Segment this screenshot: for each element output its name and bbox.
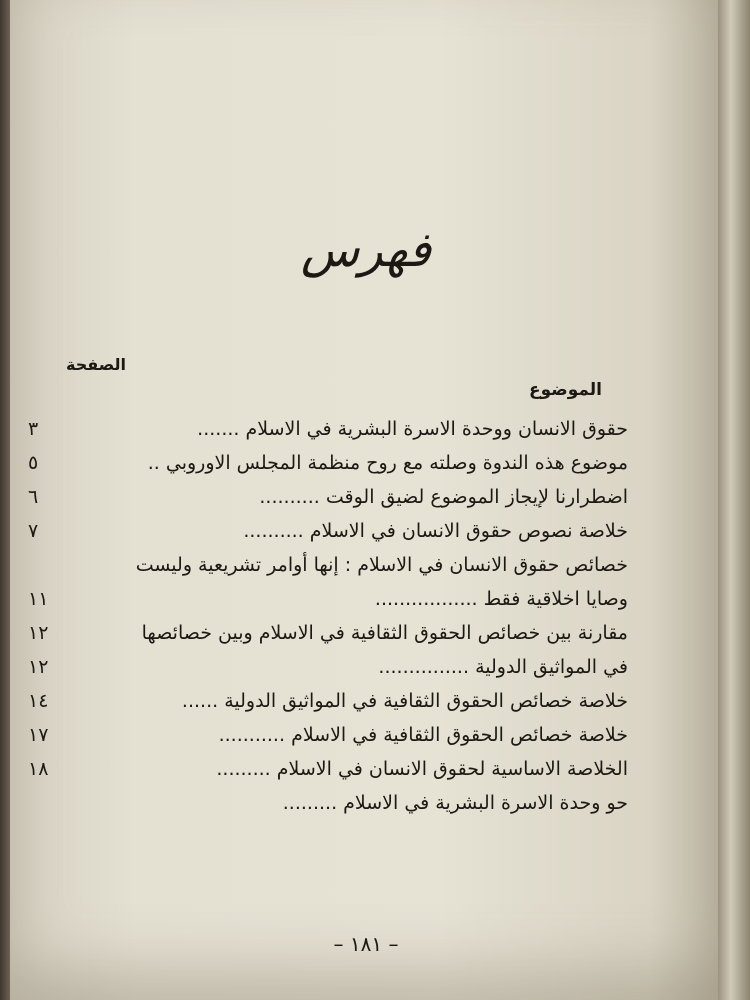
toc-entry-page: ١٢ (28, 656, 49, 678)
toc-entry-text: خلاصة نصوص حقوق الانسان في الاسلام (309, 520, 628, 542)
toc-entry-page: ٥ (28, 452, 39, 474)
toc-entry-page: ٧ (28, 520, 39, 542)
toc-entry-page: ١٢ (28, 622, 49, 644)
toc-entry: الخلاصة الاساسية لحقوق الانسان في الاسلام ......... ١٨ (70, 752, 628, 786)
toc-entry: اضطرارنا لإيجاز الموضوع لضيق الوقت .......... ٦ (70, 480, 628, 514)
toc-entry (70, 548, 628, 582)
toc-entry-page: ١٨ (28, 758, 49, 780)
toc-entry-text: حو وحدة الاسرة البشرية في الاسلام (343, 792, 628, 814)
toc-entry-text: خصائص حقوق الانسان في الاسلام : إنها أوامر تشريعية وليست (135, 554, 628, 576)
topic-column-header: الموضوع (529, 380, 602, 400)
toc-entry: حقوق الانسان ووحدة الاسرة البشرية في الاسلام ....... ٣ (70, 412, 628, 446)
toc-entry-page: ١٧ (28, 724, 49, 746)
toc-entry-page: ٣ (28, 418, 39, 440)
toc-entry-text: اضطرارنا لإيجاز الموضوع لضيق الوقت (325, 486, 628, 508)
next-page-edge (718, 0, 750, 1000)
toc-entry: في المواثيق الدولية ............... ١٢ (70, 650, 628, 684)
toc-entry (28, 616, 628, 650)
toc-entry-page: ١٤ (28, 690, 49, 712)
toc-entry: وصايا اخلاقية فقط ................. ١١ (70, 582, 628, 616)
toc-entry: موضوع هذه الندوة وصلته مع روح منظمة المجلس الاوروبي .. ٥ (70, 446, 628, 480)
page-title: فهرس (300, 222, 432, 278)
toc-entry-text: حقوق الانسان ووحدة الاسرة البشرية في الاسلام (245, 418, 628, 440)
toc-entry-text: وصايا اخلاقية فقط (483, 588, 628, 610)
page-number: – ١٨١ – (333, 932, 399, 956)
toc-entry-page: ١١ (28, 588, 49, 610)
toc-list (28, 412, 628, 820)
toc-entry-text: خلاصة خصائص الحقوق الثقافية في الاسلام (291, 724, 628, 746)
toc-entry-page: ٦ (28, 486, 39, 508)
toc-entry: خلاصة خصائص الحقوق الثقافية في المواثيق الدولية ...... ١٤ (70, 684, 628, 718)
toc-entry-text: خلاصة خصائص الحقوق الثقافية في المواثيق الدولية (224, 690, 628, 712)
toc-entry-text: في المواثيق الدولية (475, 656, 628, 678)
toc-entry: خلاصة خصائص الحقوق الثقافية في الاسلام ........... ١٧ (70, 718, 628, 752)
toc-entry-text: موضوع هذه الندوة وصلته مع روح منظمة المجلس الاوروبي (165, 452, 628, 474)
toc-entry: حو وحدة الاسرة البشرية في الاسلام ......... (282, 792, 628, 814)
toc-entry: خلاصة نصوص حقوق الانسان في الاسلام .......... ٧ (70, 514, 628, 548)
toc-entry-text: مقارنة بين خصائص الحقوق الثقافية في الاسلام وبين خصائصها (141, 622, 628, 644)
book-page (10, 0, 722, 1000)
toc-entry-text: الخلاصة الاساسية لحقوق الانسان في الاسلام (276, 758, 628, 780)
page-column-header: الصفحة (66, 355, 127, 374)
